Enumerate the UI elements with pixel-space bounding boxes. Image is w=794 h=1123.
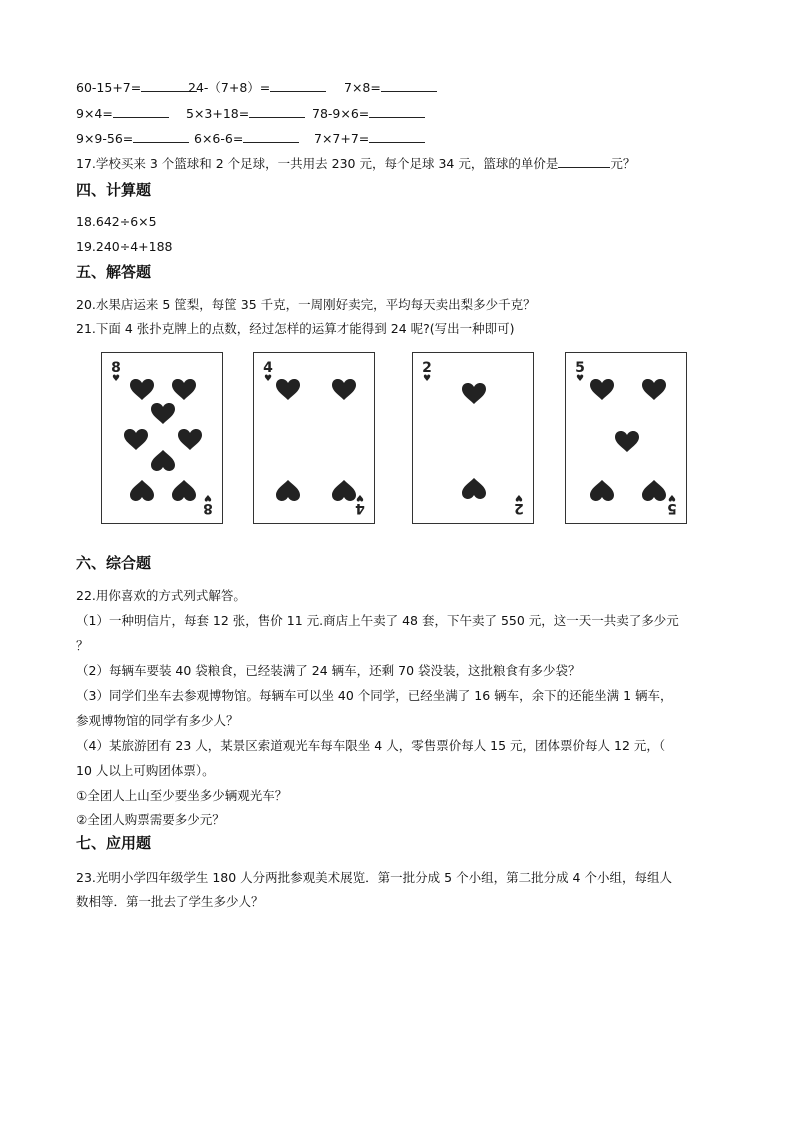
heart-pip-icon (642, 480, 666, 501)
heart-pip-icon (642, 379, 666, 400)
section-heading-4: 四、计算题 (76, 181, 152, 199)
heart-pip-icon (462, 383, 486, 404)
question-22-4-line-1: （4）某旅游团有 23 人，某景区索道观光车每车限坐 4 人，零售票价每人 15 元，团体票价每人 12 元，（ (76, 738, 666, 753)
question-22-4-line-2: 10 人以上可购团体票）。 (76, 763, 215, 778)
heart-pip-icon (615, 431, 639, 452)
heart-icon: ♥ (514, 492, 524, 502)
card-rank: 2 (514, 500, 524, 516)
expr-row-1-a (76, 80, 197, 96)
playing-card-8-hearts (101, 352, 223, 524)
heart-pip-icon (130, 480, 154, 501)
heart-pip-icon (332, 480, 356, 501)
card-rank: 8 (111, 360, 121, 376)
answer-blank[interactable] (381, 80, 437, 92)
expr-text: 9×9-56= (76, 131, 134, 146)
question-22-3-line-2: 参观博物馆的同学有多少人？ (76, 713, 239, 728)
playing-card-5-hearts (565, 352, 687, 524)
heart-pip-icon (151, 450, 175, 471)
question-22-4-sub-1: ①全团人上山至少要坐多少辆观光车？ (76, 788, 288, 803)
question-text: 17.学校买来 3 个篮球和 2 个足球，一共用去 230 元，每个足球 34 元，篮球的单价是 (76, 156, 559, 171)
expr-text: 60-15+7= (76, 80, 142, 95)
expr-text: 78-9×6= (312, 106, 370, 121)
section-heading-5: 五、解答题 (76, 263, 152, 281)
answer-blank[interactable] (558, 156, 610, 168)
answer-blank[interactable] (249, 106, 305, 118)
heart-pip-icon (151, 403, 175, 424)
heart-pip-icon (590, 379, 614, 400)
expr-row-2-b (186, 106, 305, 122)
playing-cards-figure (95, 352, 695, 530)
answer-blank[interactable] (133, 131, 189, 143)
heart-pip-icon (276, 480, 300, 501)
card-rank: 5 (667, 500, 677, 516)
question-19: 19.240÷4+188 (76, 239, 173, 254)
question-23-line-1: 23.光明小学四年级学生 180 人分两批参观美术展览．第一批分成 5 个小组，第二批分成 4 个小组，每组人 (76, 870, 672, 885)
question-text-suffix: 元？ (610, 156, 636, 171)
expr-row-1-c (344, 80, 437, 96)
question-18: 18.642÷6×5 (76, 214, 157, 229)
playing-card-4-hearts (253, 352, 375, 524)
question-22-3-line-1: （3）同学们坐车去参观博物馆。每辆车可以坐 40 个同学，已经坐满了 16 辆车，余下的还能坐满 1 辆车， (76, 688, 673, 703)
expr-row-2-c (312, 106, 425, 122)
question-22-2: （2）每辆车要装 40 袋粮食，已经装满了 24 辆车，还剩 70 袋没装，这批粮食有多少袋？ (76, 663, 581, 678)
heart-icon: ♥ (667, 492, 677, 502)
heart-pip-icon (178, 429, 202, 450)
card-pips (102, 353, 224, 525)
expr-text: 24-（7+8）= (188, 80, 271, 95)
answer-blank[interactable] (113, 106, 169, 118)
heart-icon: ♥ (203, 492, 213, 502)
answer-blank[interactable] (369, 106, 425, 118)
heart-pip-icon (462, 478, 486, 499)
heart-pip-icon (332, 379, 356, 400)
heart-pip-icon (590, 480, 614, 501)
heart-icon: ♥ (355, 492, 365, 502)
heart-pip-icon (172, 480, 196, 501)
answer-blank[interactable] (369, 131, 425, 143)
expr-row-1-b (188, 80, 326, 96)
expr-row-2-a (76, 106, 169, 122)
expr-text: 5×3+18= (186, 106, 250, 121)
expr-row-3-b (194, 131, 299, 147)
question-22-1-line-1: （1）一种明信片，每套 12 张，售价 11 元.商店上午卖了 48 套，下午卖了 550 元，这一天一共卖了多少元 (76, 613, 679, 628)
section-heading-6: 六、综合题 (76, 554, 152, 572)
expr-row-3-c (314, 131, 425, 147)
heart-pip-icon (124, 429, 148, 450)
heart-icon: ♥ (575, 374, 585, 384)
card-rank: 4 (355, 500, 365, 516)
card-rank: 4 (263, 360, 273, 376)
heart-icon: ♥ (263, 374, 273, 384)
question-20: 20.水果店运来 5 筐梨，每筐 35 千克，一周刚好卖完，平均每天卖出梨多少千克？ (76, 297, 536, 312)
card-rank: 5 (575, 360, 585, 376)
expr-text: 6×6-6= (194, 131, 244, 146)
question-21: 21.下面 4 张扑克牌上的点数，经过怎样的运算才能得到 24 呢?(写出一种即可) (76, 321, 515, 336)
section-heading-7: 七、应用题 (76, 834, 152, 852)
question-17 (76, 156, 635, 172)
expr-text: 7×7+7= (314, 131, 370, 146)
expr-text: 7×8= (344, 80, 381, 95)
card-rank: 2 (422, 360, 432, 376)
card-pips (413, 353, 535, 525)
answer-blank[interactable] (243, 131, 299, 143)
heart-pip-icon (276, 379, 300, 400)
heart-icon: ♥ (422, 374, 432, 384)
question-22: 22.用你喜欢的方式列式解答。 (76, 588, 246, 603)
heart-icon: ♥ (111, 374, 121, 384)
card-pips (254, 353, 376, 525)
question-22-1-line-2: ？ (76, 638, 89, 653)
card-rank: 8 (203, 500, 213, 516)
question-23-line-2: 数相等．第一批去了学生多少人？ (76, 894, 264, 909)
expr-row-3-a (76, 131, 189, 147)
heart-pip-icon (130, 379, 154, 400)
question-22-4-sub-2: ②全团人购票需要多少元？ (76, 812, 225, 827)
playing-card-2-hearts (412, 352, 534, 524)
heart-pip-icon (172, 379, 196, 400)
card-pips (566, 353, 688, 525)
answer-blank[interactable] (270, 80, 326, 92)
expr-text: 9×4= (76, 106, 113, 121)
